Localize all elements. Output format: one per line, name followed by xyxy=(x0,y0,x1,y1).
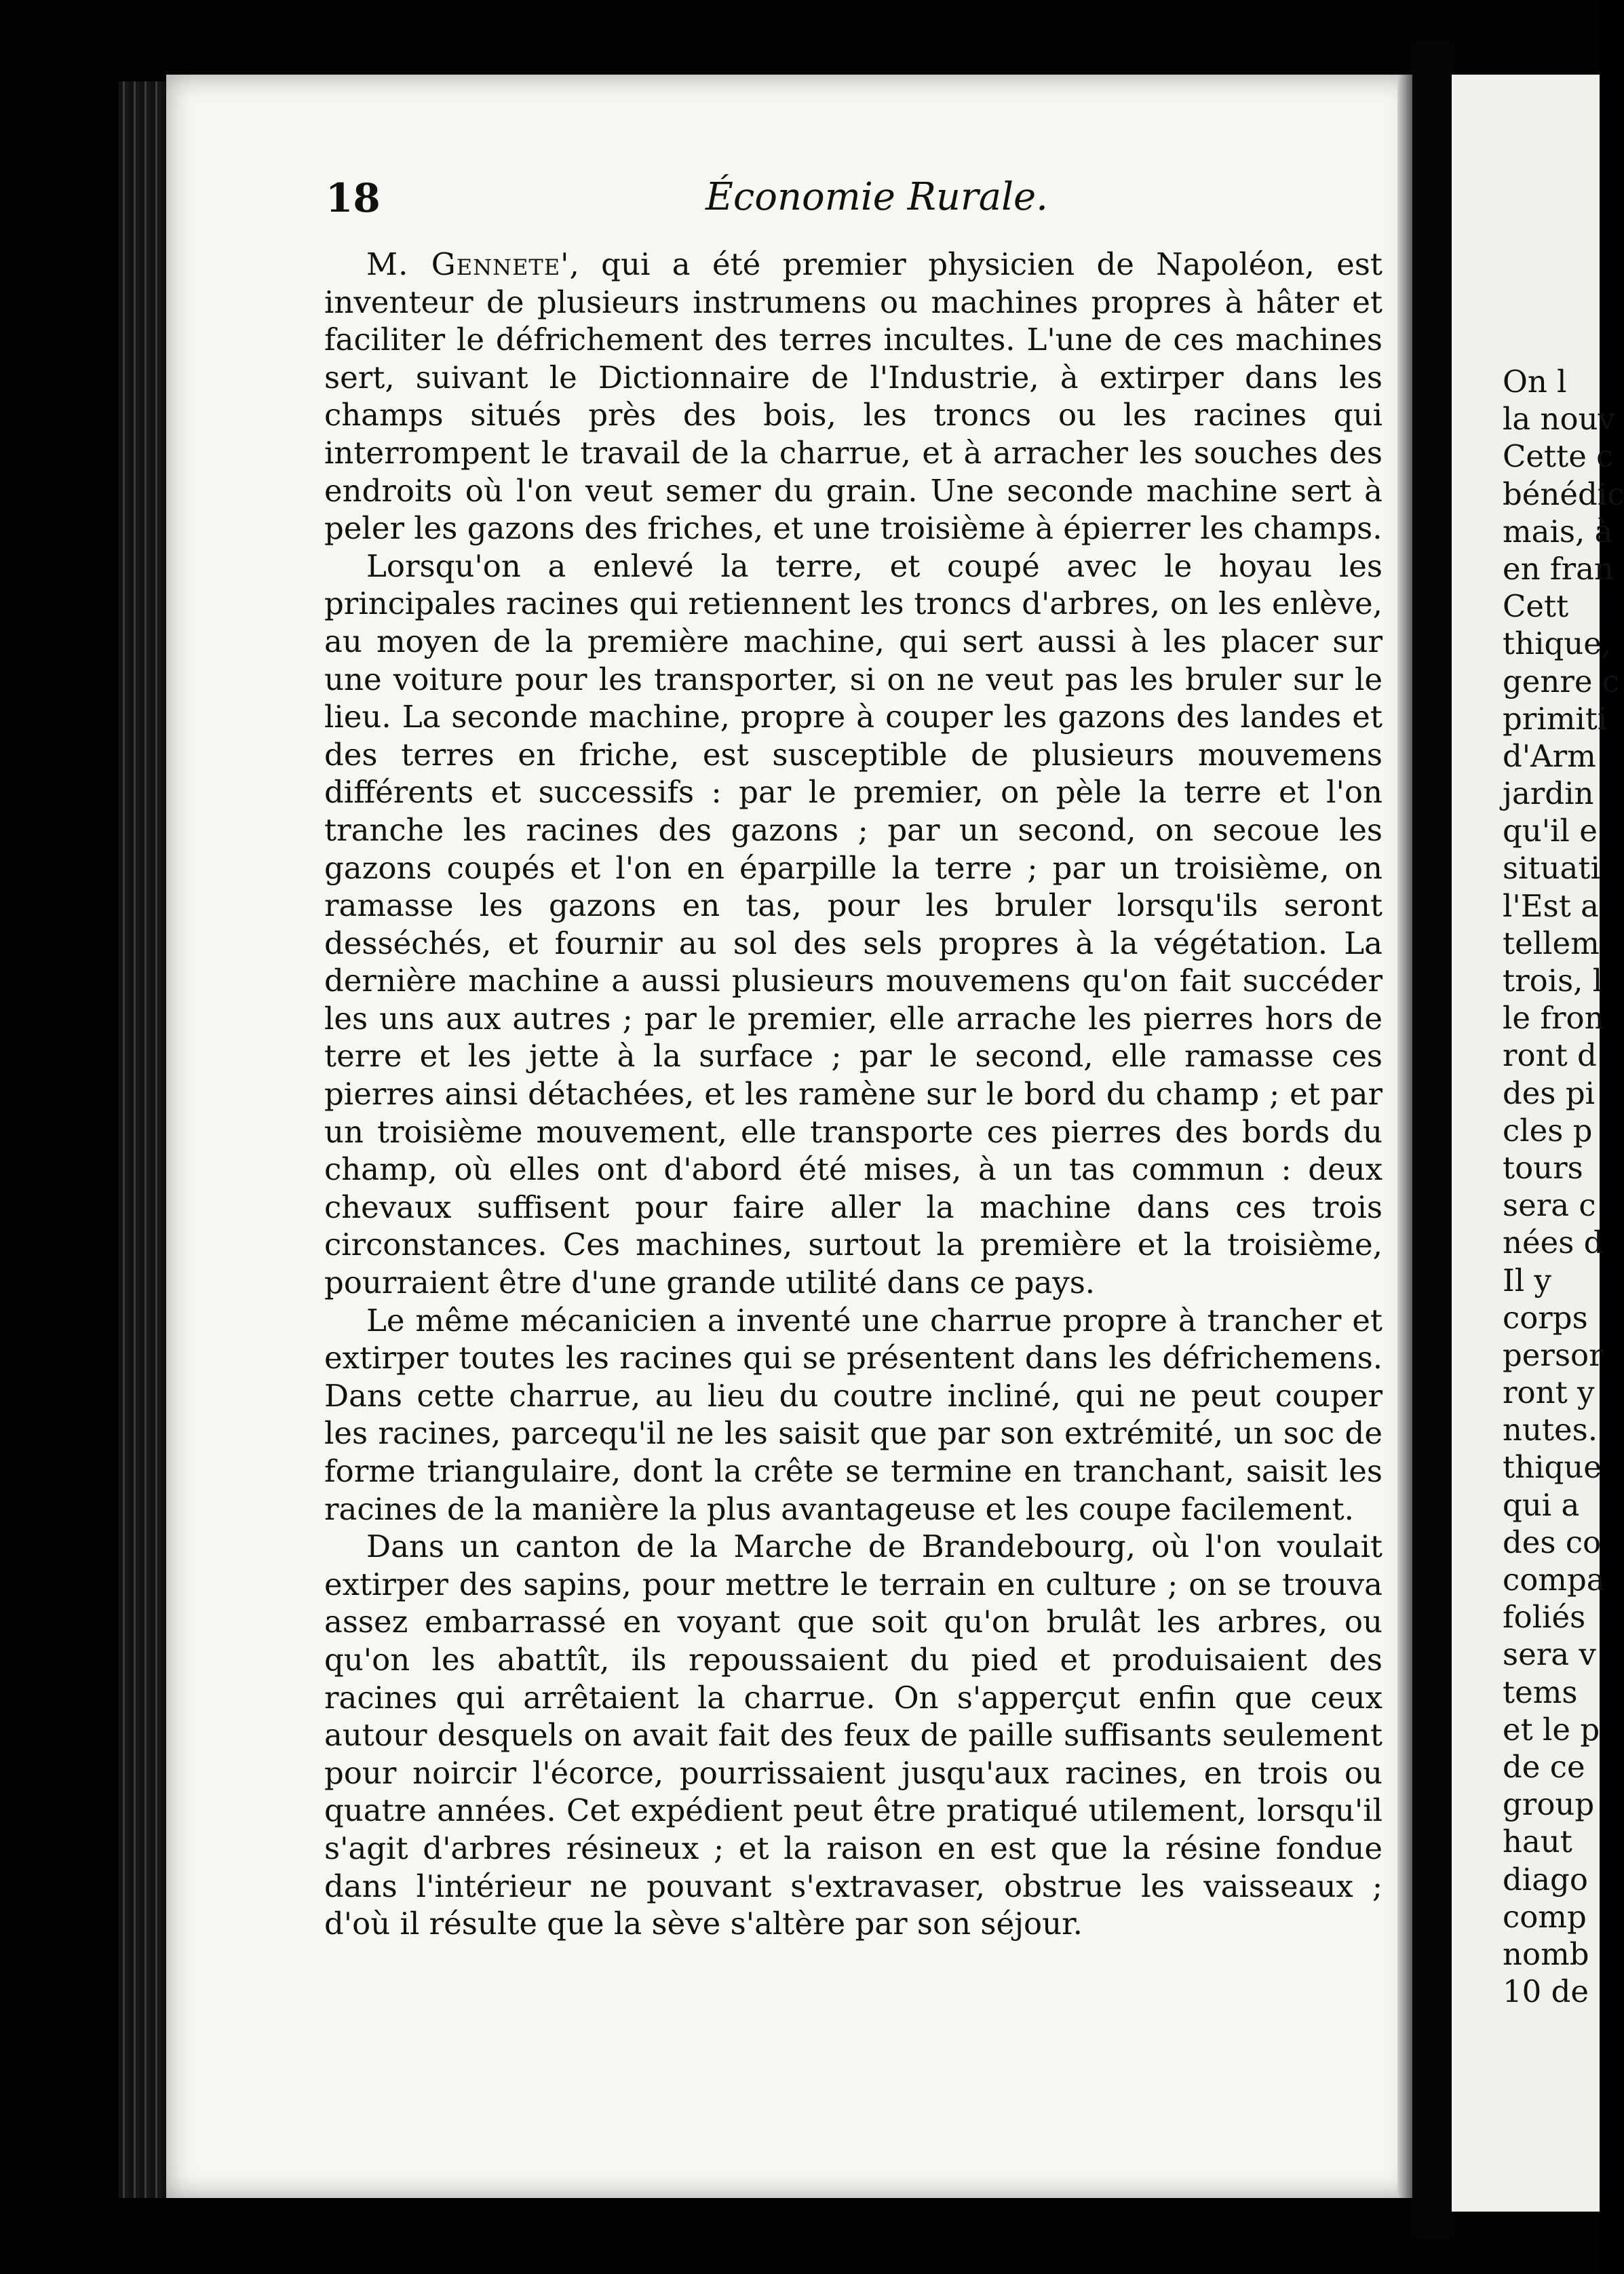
paragraph-3: Le même mécanicien a inventé une charrue propre à trancher et extirper toutes les racines qui se présentent dans les défrichemens. Dans cette charrue, au lieu du coutre incliné, qui ne peut couper les racines, parcequ'il ne les saisit que par son extrémité, un soc de forme triangulaire, dont la crête se termine en tranchant, saisit les racines de la manière la plus avantageuse et les coupe facilement. xyxy=(324,1302,1383,1527)
adjacent-page-line: nutes. xyxy=(1503,1412,1598,1448)
adjacent-page-line: sera c xyxy=(1503,1187,1596,1224)
adjacent-page-line: bénédic xyxy=(1503,476,1624,512)
adjacent-page-line: ront d xyxy=(1503,1037,1597,1074)
adjacent-page-line: en fran xyxy=(1503,550,1614,587)
adjacent-page-line: 10 de xyxy=(1503,1973,1589,2010)
page-gutter xyxy=(1412,41,1452,2239)
adjacent-page-line: et le p xyxy=(1503,1711,1600,1748)
adjacent-page-line: situati xyxy=(1503,850,1600,887)
page-body xyxy=(324,246,1383,1943)
paragraph-2: Lorsqu'on a enlevé la terre, et coupé avec le hoyau les principales racines qui retiennent les troncs d'arbres, on les enlève, au moyen de la première machine, qui sert aussi à les placer sur une voiture pour les transporter, si on ne veut pas les bruler sur le lieu. La seconde machine, propre à couper les gazons des landes et des terres en friche, est susceptible de plusieurs mouvemens différents et successifs : par le premier, on pèle la terre et l'on tranche les racines des gazons ; par un second, on secoue les gazons coupés et l'on en éparpille la terre ; par un troisième, on ramasse les gazons en tas, pour les bruler lorsqu'ils seront desséchés, et fournir au sol des sels propres à la végétation. La dernière machine a aussi plusieurs mouvemens qu'on fait succéder les uns aux autres ; par le premier, elle arrache les pierres hors de terre et les jette à la surface ; par le second, elle ramasse ces pierres ainsi détachées, et les ramène sur le bord du champ ; et par un troisième mouvement, elle transporte ces pierres des bords du champ, où elles ont d'abord été mises, à un tas commun : deux chevaux suffisent pour faire aller la machine dans ces trois circonstances. Ces machines, surtout la première et la troisième, pourraient être d'une grande utilité dans ce pays. xyxy=(324,547,1383,1301)
page-header xyxy=(326,175,1370,236)
adjacent-page-line: tellem xyxy=(1503,925,1600,961)
adjacent-page-line: des pi xyxy=(1503,1075,1596,1111)
adjacent-page-line: compa xyxy=(1503,1562,1605,1598)
adjacent-page-line: tems xyxy=(1503,1674,1578,1710)
adjacent-page-line: diago xyxy=(1503,1861,1588,1897)
adjacent-page-line: foliés xyxy=(1503,1599,1586,1636)
adjacent-page-line: nées d xyxy=(1503,1225,1604,1261)
adjacent-page-line: corps xyxy=(1503,1299,1588,1336)
adjacent-page-line: persor xyxy=(1503,1336,1604,1373)
adjacent-page-line: ront y xyxy=(1503,1374,1595,1411)
paragraph-1-text: , qui a été premier physicien de Napoléon, est inventeur de plusieurs instrumens ou machines propres à hâter et faciliter le défrichement des terres incultes. L'une de ces machines sert, suivant le Dictionnaire de l'Industrie, à extirper dans les champs situés près des bois, les troncs ou les racines qui interrompent le travail de la charrue, et à arracher les souches des endroits où l'on veut semer du grain. Une seconde machine sert à peler les gazons des friches, et une troisième à épierrer les champs. xyxy=(324,246,1383,547)
adjacent-page-line: l'Est a xyxy=(1503,887,1599,924)
adjacent-page-line: comp xyxy=(1503,1898,1587,1935)
running-title: Économie Rurale. xyxy=(705,175,1048,219)
adjacent-page-line: primiti xyxy=(1503,700,1608,737)
adjacent-page-line: jardin xyxy=(1503,775,1594,812)
paragraph-1 xyxy=(324,246,1383,547)
adjacent-page-line: Il y xyxy=(1503,1262,1551,1298)
adjacent-page-line: On l xyxy=(1503,364,1567,400)
adjacent-page-line: haut xyxy=(1503,1824,1572,1860)
adjacent-page-line: de ce xyxy=(1503,1748,1585,1785)
adjacent-page-line: trois, l xyxy=(1503,963,1603,999)
book-binding-edge xyxy=(119,81,166,2198)
page-number: 18 xyxy=(326,175,381,221)
adjacent-page-line: d'Arm xyxy=(1503,737,1596,774)
adjacent-page-line: qu'il e xyxy=(1503,813,1598,849)
adjacent-page-line: Cett xyxy=(1503,588,1569,625)
paragraph-4: Dans un canton de la Marche de Brandebourg, où l'on voulait extirper des sapins, pour mettre le terrain en culture ; on se trouva assez embarrassé en voyant que soit qu'on brulât les arbres, ou qu'on les abattît, ils repoussaient du pied et produisaient des racines qui arrêtaient la charrue. On s'apperçut enfin que ceux autour desquels on avait fait des feux de paille suffisants seulement pour noircir l'écorce, pourrissaient jusqu'aux racines, en trois ou quatre années. Cet expédient peut être pratiqué utilement, lorsqu'il s'agit d'arbres résineux ; et la raison en est que la résine fondue dans l'intérieur ne pouvant s'extravaser, obstrue les vaisseaux ; d'où il résulte que la sève s'altère par son séjour. xyxy=(324,1528,1383,1942)
page-edge-shadow xyxy=(1397,75,1412,2198)
adjacent-page-line: mais, à xyxy=(1503,513,1613,550)
adjacent-page-line: thique xyxy=(1503,1449,1602,1486)
adjacent-page-text xyxy=(1503,363,1624,2010)
adjacent-page-line: nomb xyxy=(1503,1935,1589,1972)
adjacent-page-line: thique, xyxy=(1503,625,1612,662)
adjacent-page-line: sera v xyxy=(1503,1636,1596,1673)
adjacent-page-line: le fron xyxy=(1503,1000,1604,1037)
adjacent-page-line: des co xyxy=(1503,1524,1602,1560)
adjacent-page-line: la nouv xyxy=(1503,401,1616,438)
adjacent-page-line: qui a xyxy=(1503,1486,1580,1523)
adjacent-page-line: Cette c xyxy=(1503,438,1614,475)
adjacent-page-line: group xyxy=(1503,1786,1595,1823)
adjacent-page-line: cles p xyxy=(1503,1112,1593,1149)
adjacent-page-line: tours xyxy=(1503,1149,1583,1186)
author-name: M. Gennete' xyxy=(366,246,570,282)
adjacent-page-line: genre c xyxy=(1503,663,1620,699)
